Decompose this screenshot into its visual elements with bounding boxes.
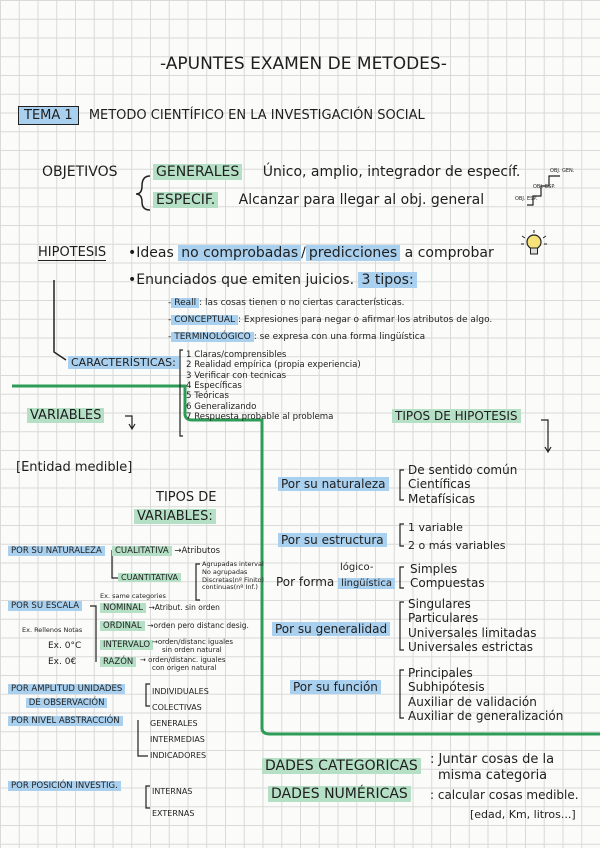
- objetivos-especif: [153, 192, 484, 208]
- line1-d: predicciones: [306, 245, 400, 261]
- cuant-item: Discretas(nº Finito): [202, 575, 265, 584]
- caract-item: 6 Generalizando: [186, 401, 257, 412]
- escala-label: POR SU ESCALA: [8, 601, 82, 611]
- group-item: Universales limitadas: [408, 625, 537, 640]
- hip-type-terminologico: - TERMINOLÓGICO : se expresa con una forma lingüística: [168, 332, 426, 342]
- var-naturaleza: [8, 546, 105, 556]
- group-item: Metafísicas: [408, 491, 476, 506]
- dades-categoricas: [262, 758, 421, 774]
- dades-num-text: : calcular cosas medible.: [430, 788, 579, 802]
- th-naturaleza-label: [278, 477, 389, 491]
- var-intervalo: [100, 640, 153, 650]
- dades-cat-text-2: misma categoria: [438, 767, 548, 783]
- th-forma-label-1: lógico-: [340, 562, 374, 573]
- th-funcion-label: [290, 680, 381, 694]
- dades-cat-label: DADES CATEGORICAS: [262, 758, 421, 774]
- group-item: Simples: [410, 562, 458, 576]
- abstraccion-item: INTERMEDIAS: [150, 735, 205, 744]
- posicion-list: [152, 781, 194, 825]
- group-item: Principales: [408, 666, 473, 680]
- caract-list: [186, 350, 361, 422]
- lightbulb-icon: [520, 230, 548, 260]
- th-generalidad-label: [272, 622, 390, 636]
- razon-text-1: → orden/distanc. iguales: [140, 656, 226, 664]
- ex-rellenos: Ex. Rellenos Notas: [22, 626, 83, 634]
- caract-item: 3 Verificar con tecnicas: [186, 370, 287, 381]
- stair-low: OBJ. ESP.: [515, 196, 538, 202]
- group-item: Singulares: [408, 597, 471, 611]
- group-item: Auxiliar de generalización: [408, 709, 564, 724]
- forma-label-2: lingüística: [338, 578, 395, 589]
- objetivos-label: OBJETIVOS: [42, 164, 118, 180]
- amplitud-item: INDIVIDUALES: [152, 687, 209, 696]
- tipos-hipotesis-text: TIPOS DE HIPOTESIS: [392, 409, 521, 423]
- line1-c: /: [301, 245, 306, 261]
- intervalo-text-2: sin orden natural: [162, 646, 222, 655]
- var-cualitativa: [112, 546, 220, 556]
- forma-pre: Por forma: [276, 575, 335, 589]
- dades-numericas: [268, 786, 411, 802]
- ex-0e: Ex. 0€: [48, 657, 77, 667]
- page-title: -APUNTES EXAMEN DE METODES-: [160, 54, 447, 74]
- dades-examples: [edad, Km, litros...]: [470, 808, 576, 821]
- abstraccion-item: INDICADORES: [150, 751, 207, 760]
- cualitativa-label: CUALITATIVA: [112, 546, 172, 556]
- var-escala: [8, 601, 82, 611]
- group-item: Compuestas: [410, 576, 485, 591]
- tema-block: [18, 108, 425, 123]
- var-abstraccion: [8, 716, 123, 726]
- tipos-title-2-text: VARIABLES:: [134, 509, 216, 524]
- type-label: CONCEPTUAL: [171, 315, 238, 325]
- hip-type-conceptual: - CONCEPTUAL : Expresiones para negar o afirmar los atributos de algo.: [168, 315, 493, 325]
- group-label: Por su generalidad: [272, 622, 390, 636]
- posicion-label: POR POSICIÓN INVESTIG.: [8, 781, 121, 791]
- th-funcion-list: [408, 666, 563, 724]
- type-text: : se expresa con una forma lingüística: [253, 332, 426, 342]
- group-item: 2 o más variables: [408, 539, 506, 552]
- type-text: : las cosas tienen o no ciertas características.: [199, 298, 405, 308]
- cuant-item: No agrupadas: [202, 567, 248, 576]
- ordinal-label: ORDINAL: [100, 621, 145, 631]
- caract-item: 7 Respuesta probable al problema: [186, 411, 334, 422]
- especif-label: ESPECIF.: [153, 192, 218, 208]
- tema-title: METODO CIENTÍFICO EN LA INVESTIGACIÓN SOCIAL: [88, 108, 425, 123]
- tema-label: TEMA 1: [18, 106, 79, 125]
- type-text: : Expresiones para negar o afirmar los atributos de algo.: [238, 315, 493, 325]
- caract-item: 1 Claras/comprensibles: [186, 350, 287, 360]
- var-razon: [100, 657, 136, 667]
- ex-0c: Ex. 0°C: [48, 641, 82, 651]
- abstraccion-list: [150, 716, 206, 764]
- th-estructura-label: [278, 533, 387, 547]
- amplitud-list: [152, 684, 209, 716]
- variables-label: [27, 408, 104, 423]
- nominal-text: →Atribut. sin orden: [148, 603, 220, 612]
- line1-e: a comprobar: [404, 245, 494, 261]
- variables-text: VARIABLES: [27, 408, 104, 423]
- group-item: Científicas: [408, 477, 471, 492]
- entidad-medible: [Entidad medible]: [16, 460, 133, 475]
- dades-cat-text: [430, 752, 554, 783]
- caract-item: 2 Realidad empírica (propia experiencia): [186, 360, 361, 371]
- generales-text: Único, amplio, integrador de específ.: [262, 164, 521, 180]
- naturaleza-label: POR SU NATURALEZA: [8, 546, 105, 556]
- group-item: De sentido común: [408, 463, 518, 477]
- hipotesis-label: HIPOTESIS: [38, 245, 107, 260]
- caract-text: CARACTERÍSTICAS:: [68, 356, 179, 369]
- caract-item: 4 Específicas: [186, 380, 242, 391]
- group-item: Subhipótesis: [408, 680, 485, 695]
- var-ordinal: [100, 621, 249, 631]
- type-label: Reall: [171, 298, 199, 308]
- generales-label: GENERALES: [153, 164, 242, 180]
- intervalo-text: [152, 638, 233, 655]
- intervalo-label: INTERVALO: [100, 640, 153, 650]
- tipos-variables-title-2: [134, 509, 216, 524]
- th-generalidad-list: [408, 597, 537, 655]
- cuantitativa-label: CUANTITATIVA: [118, 573, 181, 582]
- amplitud-label-2: DE OBSERVACIÓN: [26, 698, 108, 708]
- dades-cat-text-1: : Juntar cosas de la: [430, 752, 555, 767]
- caract-label: [68, 356, 179, 369]
- caract-item: 5 Teóricas: [186, 391, 229, 402]
- type-label: TERMINOLÓGICO: [171, 332, 253, 342]
- group-item: 1 variable: [408, 521, 463, 534]
- razon-label: RAZÓN: [100, 657, 136, 667]
- th-forma-list: [410, 562, 485, 591]
- amplitud-label-1: POR AMPLITUD UNIDADES: [8, 684, 125, 694]
- hipotesis-line2: [128, 272, 417, 288]
- var-posicion: [8, 781, 121, 791]
- stair-top: OBJ. GEN.: [550, 168, 575, 174]
- line1-a: •Ideas: [128, 245, 174, 261]
- group-label: Por su función: [290, 680, 381, 694]
- razon-text: [140, 656, 226, 673]
- cualitativa-text: →Atributos: [174, 546, 221, 556]
- posicion-item: INTERNAS: [152, 787, 193, 796]
- ordinal-text: →orden pero distanc desig.: [147, 621, 249, 630]
- group-item: Auxiliar de validación: [408, 694, 537, 709]
- th-forma-label: [276, 575, 395, 589]
- var-amplitud: [8, 682, 125, 710]
- nominal-label: NOMINAL: [100, 603, 146, 613]
- dades-num-label: DADES NUMÉRICAS: [268, 786, 411, 802]
- group-item: Particulares: [408, 611, 479, 626]
- amplitud-item: COLECTIVAS: [152, 703, 202, 712]
- posicion-item: EXTERNAS: [152, 809, 195, 818]
- stair-mid: OBJ. ESP.: [533, 184, 556, 190]
- razon-text-2: con origen natural: [152, 664, 217, 673]
- line1-b: no comprobadas: [178, 245, 301, 261]
- group-label: Por su naturaleza: [278, 477, 389, 491]
- line2-a: •Enunciados que emiten juicios.: [128, 272, 355, 288]
- tipos-hipotesis-title: [392, 409, 521, 423]
- cuant-item: continuas(nº Inf.): [202, 583, 258, 592]
- th-estructura-list: [408, 519, 506, 555]
- hip-type-real: - Reall : las cosas tienen o no ciertas características.: [168, 298, 405, 308]
- objetivos-generales: [153, 164, 520, 180]
- line2-b: 3 tipos:: [358, 272, 416, 288]
- hipotesis-line1: [128, 245, 494, 261]
- abstraccion-item: GENERALES: [150, 719, 198, 728]
- especif-text: Alcanzar para llegar al obj. general: [238, 192, 485, 208]
- group-item: Universales estrictas: [408, 640, 534, 655]
- abstraccion-label: POR NIVEL ABSTRACCIÓN: [8, 716, 123, 726]
- cuant-list: [202, 561, 264, 592]
- group-label: Por su estructura: [278, 533, 387, 547]
- th-naturaleza-list: [408, 463, 517, 506]
- cuant-item: Agrupadas interval: [202, 560, 264, 568]
- tipos-variables-title-1: TIPOS DE: [156, 490, 217, 505]
- same-categories: Ex. same categories: [100, 592, 166, 600]
- var-nominal: [100, 603, 220, 613]
- var-cuantitativa: [118, 573, 181, 582]
- intervalo-text-1: →orden/distanc iguales: [152, 638, 234, 646]
